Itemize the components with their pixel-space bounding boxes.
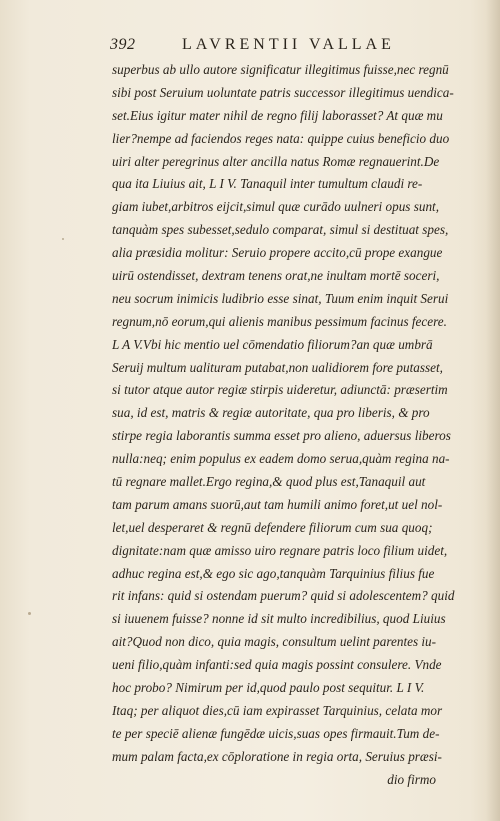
text-line: tū regnare mallet.Ergo regina,& quod plus est,Tanaquil aut bbox=[112, 474, 426, 490]
body-text bbox=[112, 59, 484, 792]
page-header bbox=[110, 36, 440, 58]
text-line: tanquàm spes subesset,sedulo comparat, simul si destituat spes, bbox=[112, 222, 449, 238]
text-line: giam iubet,arbitros eijcit,simul quæ curādo uulneri opus sunt, bbox=[112, 199, 440, 215]
text-line: te per speciē alienæ fungēdæ uicis,suas opes firmauit.Tum de- bbox=[112, 725, 440, 741]
paper-speck bbox=[62, 238, 64, 240]
text-line: Itaq; per aliquot dies,cū iam expirasset Tarquinius, celata mor bbox=[112, 702, 443, 718]
text-line: ait?Quod non dico, quia magis, consultum uelint parentes iu- bbox=[112, 634, 437, 650]
text-line: regnum,nō eorum,qui alienis manibus pessimum facinus fecere. bbox=[112, 313, 447, 329]
text-line: rit infans: quid si ostendam puerum? quid si adolescentem? quid bbox=[112, 588, 455, 604]
text-line: hoc probo? Nimirum per id,quod paulo post sequitur. L I V. bbox=[112, 680, 425, 696]
page-number: 392 bbox=[110, 36, 136, 53]
text-line: adhuc regina est,& ego sic ago,tanquàm Tarquinius filius fue bbox=[112, 565, 435, 581]
text-line: nulla:neq; enim populus ex eadem domo serua,quàm regina na- bbox=[112, 451, 450, 467]
page-edge-shadow bbox=[486, 0, 500, 821]
text-line: qua ita Liuius ait, L I V. Tanaquil inter tumultum claudi re- bbox=[112, 176, 423, 192]
text-line: uirū ostendisset, dextram tenens orat,ne inultam mortē soceri, bbox=[112, 268, 440, 284]
text-line: si iuuenem fuisse? nonne id sit multo incredibilius, quod Liuius bbox=[112, 611, 446, 627]
text-line: set.Eius igitur mater nihil de regno filij laborasset? At quæ mu bbox=[112, 107, 443, 123]
running-title: LAVRENTII VALLAE bbox=[182, 36, 395, 53]
text-line: mum palam facta,ex cōploratione in regia orta, Seruius præsi- bbox=[112, 748, 442, 764]
text-line: sua, id est, matris & regiæ autoritate, qua pro liberis, & pro bbox=[112, 405, 430, 421]
paper-speck bbox=[28, 612, 31, 615]
text-line: si tutor atque autor regiæ stirpis uideretur, adiunctā: præsertim bbox=[112, 382, 448, 398]
text-line-catchword: dio firmo bbox=[387, 771, 436, 787]
text-line: let,uel desperaret & regnū defendere filiorum cum sua quoq; bbox=[112, 519, 433, 535]
text-line: neu socrum inimicis ludibrio esse sinat, Tuum enim inquit Serui bbox=[112, 290, 449, 306]
text-line: stirpe regia laborantis summa esset pro alieno, aduersus liberos bbox=[112, 428, 451, 444]
text-line: Seruij multum ualituram putabat,non ualidiorem fore putasset, bbox=[112, 359, 443, 375]
text-line: alia præsidia molitur: Seruio propere accito,cū prope exangue bbox=[112, 245, 443, 261]
text-line: ueni filio,quàm infanti:sed quia magis possint consulere. Vnde bbox=[112, 657, 442, 673]
text-line: tam parum amans suorū,aut tam humili animo foret,ut uel nol- bbox=[112, 496, 443, 512]
text-line: L A V.Vbi hic mentio uel cōmendatio filiorum?an quæ umbrā bbox=[112, 336, 433, 352]
text-line: sibi post Seruium uoluntate patris successor illegitimus uendica- bbox=[112, 84, 454, 100]
text-line: uiri alter peregrinus alter ancilla natus Romæ regnauerint.De bbox=[112, 153, 440, 169]
text-line: superbus ab ullo autore significatur illegitimus fuisse,nec regnū bbox=[112, 62, 449, 77]
text-line: dignitate:nam quæ amisso uiro regnare patris loco filium uidet, bbox=[112, 542, 448, 558]
text-line: lier?nempe ad faciendos reges nata: quippe cuius beneficio duo bbox=[112, 130, 450, 146]
